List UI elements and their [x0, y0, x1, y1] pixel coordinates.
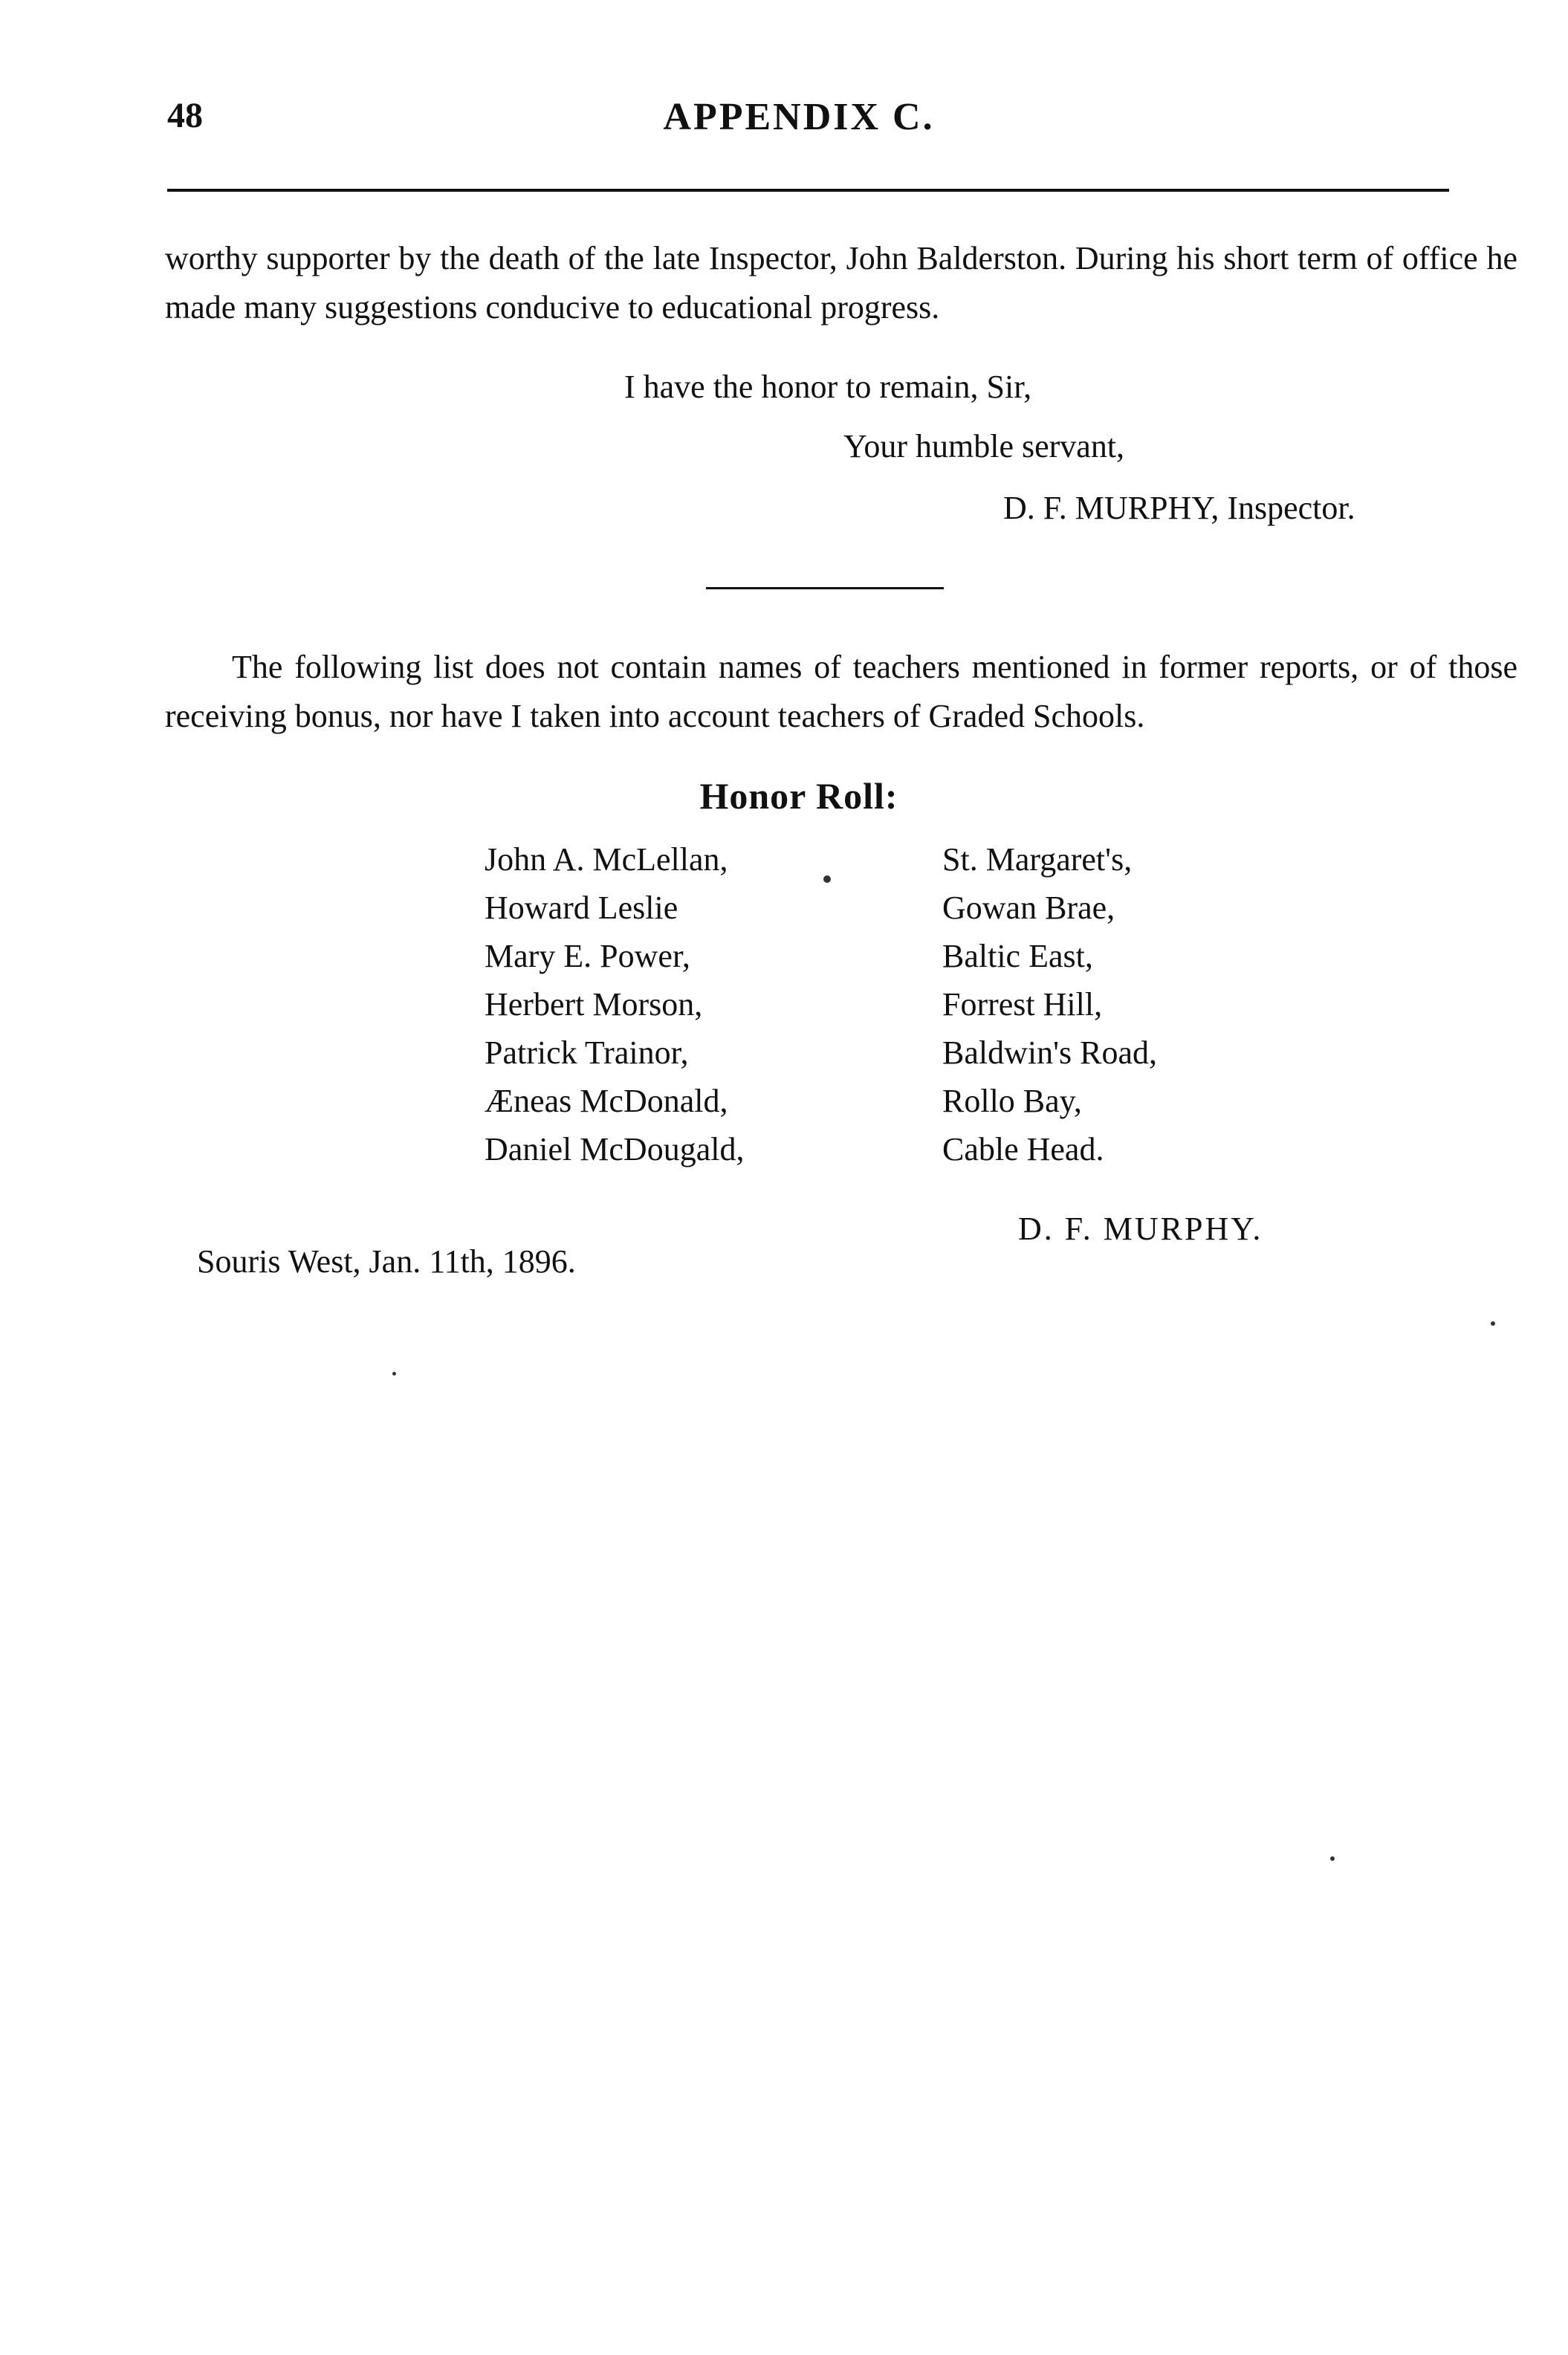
page-number: 48	[167, 96, 203, 135]
list-item: Patrick Trainor,	[485, 1034, 689, 1071]
list-item: Howard Leslie	[485, 890, 678, 926]
dateline: Souris West, Jan. 11th, 1896.	[197, 1243, 576, 1280]
list-item: Herbert Morson,	[485, 986, 703, 1023]
scan-speck	[1491, 1321, 1495, 1326]
scan-speck	[392, 1372, 396, 1376]
closing-line: Your humble servant,	[843, 428, 1125, 464]
list-item: Rollo Bay,	[942, 1083, 1082, 1119]
honor-roll-names	[485, 835, 744, 1173]
list-item: Daniel McDougald,	[485, 1131, 745, 1167]
honor-roll-signature: D. F. MURPHY.	[1018, 1211, 1263, 1247]
honor-roll-schools	[942, 835, 1157, 1173]
inspector-signature: D. F. MURPHY, Inspector.	[1003, 490, 1355, 526]
header-rule	[167, 189, 1449, 192]
list-item: Mary E. Power,	[485, 938, 690, 974]
scan-speck	[823, 875, 831, 883]
closing-line: I have the honor to remain, Sir,	[624, 369, 1032, 405]
list-item: Baltic East,	[942, 938, 1093, 974]
list-item: Forrest Hill,	[942, 986, 1103, 1023]
scan-speck	[1330, 1856, 1335, 1861]
letter-paragraph: worthy supporter by the death of the late Inspector, John Balderston. During his short term of office he made many suggestions conducive to educational progress.	[165, 240, 1517, 325]
notice-paragraph: The following list does not contain names of teachers mentioned in former reports, or of those receiving bonus, nor have I taken into account teachers of Graded Schools.	[165, 649, 1517, 734]
list-item: Cable Head.	[942, 1131, 1104, 1167]
list-item: John A. McLellan,	[485, 841, 728, 878]
list-item: Æneas McDonald,	[485, 1083, 728, 1119]
list-item: Gowan Brae,	[942, 890, 1115, 926]
running-head: APPENDIX C.	[663, 96, 935, 138]
section-divider	[706, 587, 944, 589]
list-item: Baldwin's Road,	[942, 1034, 1158, 1071]
list-item: St. Margaret's,	[942, 841, 1133, 878]
honor-roll-heading: Honor Roll:	[699, 775, 898, 817]
